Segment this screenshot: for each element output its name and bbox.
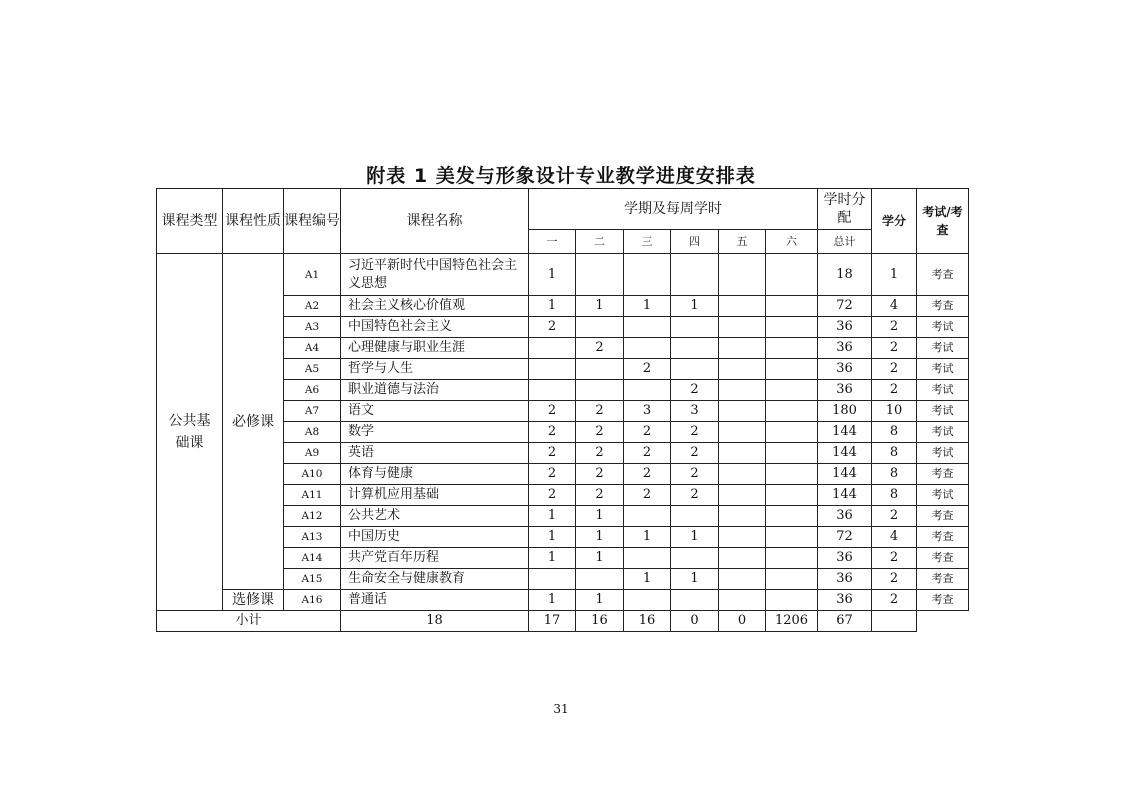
semester-hours bbox=[576, 317, 624, 338]
semester-hours: 2 bbox=[671, 422, 719, 443]
semester-hours: 2 bbox=[529, 401, 576, 422]
assessment: 考试 bbox=[917, 401, 969, 422]
total-hours: 36 bbox=[818, 590, 872, 611]
semester-hours bbox=[624, 548, 671, 569]
assessment: 考试 bbox=[917, 422, 969, 443]
total-hours: 36 bbox=[818, 548, 872, 569]
semester-hours: 2 bbox=[624, 485, 671, 506]
semester-hours bbox=[766, 422, 818, 443]
total-hours: 36 bbox=[818, 569, 872, 590]
semester-hours: 2 bbox=[576, 485, 624, 506]
course-code: A14 bbox=[284, 548, 341, 569]
schedule-table bbox=[156, 188, 969, 632]
semester-hours: 2 bbox=[529, 317, 576, 338]
course-name: 计算机应用基础 bbox=[341, 485, 529, 506]
subtotal-semester-hours: 0 bbox=[671, 611, 719, 632]
semester-hours bbox=[766, 506, 818, 527]
semester-hours: 2 bbox=[576, 443, 624, 464]
credits: 4 bbox=[872, 527, 917, 548]
semester-hours bbox=[576, 569, 624, 590]
semester-hours: 1 bbox=[576, 590, 624, 611]
semester-hours bbox=[766, 548, 818, 569]
course-name: 共产党百年历程 bbox=[341, 548, 529, 569]
semester-hours bbox=[671, 359, 719, 380]
credits: 2 bbox=[872, 548, 917, 569]
total-hours: 144 bbox=[818, 422, 872, 443]
semester-hours: 1 bbox=[529, 506, 576, 527]
header-semester-6: 六 bbox=[766, 230, 818, 254]
semester-hours: 1 bbox=[529, 527, 576, 548]
semester-hours: 3 bbox=[671, 401, 719, 422]
course-code: A1 bbox=[284, 254, 341, 296]
total-hours: 36 bbox=[818, 506, 872, 527]
course-code: A2 bbox=[284, 296, 341, 317]
semester-hours bbox=[766, 254, 818, 296]
credits: 4 bbox=[872, 296, 917, 317]
assessment: 考查 bbox=[917, 464, 969, 485]
course-code: A7 bbox=[284, 401, 341, 422]
total-hours: 36 bbox=[818, 338, 872, 359]
subtotal-credits: 67 bbox=[818, 611, 872, 632]
semester-hours bbox=[766, 338, 818, 359]
semester-hours bbox=[529, 359, 576, 380]
assessment: 考试 bbox=[917, 443, 969, 464]
semester-hours bbox=[719, 506, 766, 527]
semester-hours bbox=[576, 380, 624, 401]
header-semester-1: 一 bbox=[529, 230, 576, 254]
course-code: A9 bbox=[284, 443, 341, 464]
semester-hours bbox=[529, 569, 576, 590]
credits: 1 bbox=[872, 254, 917, 296]
subtotal-total: 1206 bbox=[766, 611, 818, 632]
total-hours: 36 bbox=[818, 317, 872, 338]
semester-hours bbox=[766, 590, 818, 611]
semester-hours: 2 bbox=[529, 422, 576, 443]
semester-hours bbox=[719, 443, 766, 464]
assessment: 考查 bbox=[917, 590, 969, 611]
semester-hours bbox=[766, 359, 818, 380]
header-semester-3: 三 bbox=[624, 230, 671, 254]
semester-hours bbox=[529, 380, 576, 401]
semester-hours bbox=[719, 527, 766, 548]
page-title: 附表 1 美发与形象设计专业教学进度安排表 bbox=[366, 165, 756, 187]
semester-hours bbox=[671, 548, 719, 569]
semester-hours bbox=[766, 296, 818, 317]
header-assessment: 考试/考查 bbox=[917, 189, 969, 254]
credits: 8 bbox=[872, 443, 917, 464]
course-name: 公共艺术 bbox=[341, 506, 529, 527]
credits: 2 bbox=[872, 317, 917, 338]
assessment: 考查 bbox=[917, 254, 969, 296]
course-code: A8 bbox=[284, 422, 341, 443]
course-nature-elective: 选修课 bbox=[223, 590, 284, 611]
semester-hours: 2 bbox=[671, 380, 719, 401]
subtotal-semester-hours: 16 bbox=[576, 611, 624, 632]
semester-hours: 2 bbox=[671, 464, 719, 485]
semester-hours bbox=[766, 401, 818, 422]
semester-hours: 1 bbox=[529, 296, 576, 317]
course-type-cell: 公共基础课 bbox=[157, 254, 223, 611]
semester-hours bbox=[529, 338, 576, 359]
assessment: 考查 bbox=[917, 548, 969, 569]
course-code: A10 bbox=[284, 464, 341, 485]
semester-hours: 2 bbox=[671, 443, 719, 464]
total-hours: 36 bbox=[818, 380, 872, 401]
table-row bbox=[157, 590, 969, 611]
course-name: 数学 bbox=[341, 422, 529, 443]
header-course-type: 课程类型 bbox=[157, 189, 223, 254]
semester-hours: 1 bbox=[671, 296, 719, 317]
header-course-code: 课程编号 bbox=[284, 189, 341, 254]
course-code: A12 bbox=[284, 506, 341, 527]
total-hours: 72 bbox=[818, 527, 872, 548]
semester-hours bbox=[719, 254, 766, 296]
semester-hours: 1 bbox=[576, 548, 624, 569]
credits: 2 bbox=[872, 569, 917, 590]
semester-hours bbox=[719, 569, 766, 590]
course-name: 中国特色社会主义 bbox=[341, 317, 529, 338]
header-semester-4: 四 bbox=[671, 230, 719, 254]
header-course-name: 课程名称 bbox=[341, 189, 529, 254]
semester-hours bbox=[671, 317, 719, 338]
semester-hours: 2 bbox=[576, 338, 624, 359]
semester-hours: 2 bbox=[529, 464, 576, 485]
semester-hours bbox=[671, 254, 719, 296]
semester-hours bbox=[624, 590, 671, 611]
semester-hours: 2 bbox=[576, 422, 624, 443]
semester-hours: 1 bbox=[624, 296, 671, 317]
assessment: 考试 bbox=[917, 485, 969, 506]
credits: 2 bbox=[872, 338, 917, 359]
assessment: 考查 bbox=[917, 569, 969, 590]
semester-hours: 1 bbox=[576, 506, 624, 527]
header-course-nature: 课程性质 bbox=[223, 189, 284, 254]
semester-hours bbox=[766, 485, 818, 506]
total-hours: 144 bbox=[818, 485, 872, 506]
header-credits: 学分 bbox=[872, 189, 917, 254]
credits: 2 bbox=[872, 590, 917, 611]
credits: 10 bbox=[872, 401, 917, 422]
semester-hours bbox=[671, 590, 719, 611]
course-code: A11 bbox=[284, 485, 341, 506]
header-semester-group: 学期及每周学时 bbox=[529, 189, 818, 230]
semester-hours bbox=[766, 527, 818, 548]
semester-hours bbox=[766, 317, 818, 338]
subtotal-row bbox=[157, 611, 969, 632]
semester-hours: 1 bbox=[529, 590, 576, 611]
semester-hours: 2 bbox=[529, 485, 576, 506]
assessment: 考试 bbox=[917, 317, 969, 338]
semester-hours bbox=[719, 485, 766, 506]
course-code: A13 bbox=[284, 527, 341, 548]
credits: 8 bbox=[872, 485, 917, 506]
semester-hours bbox=[719, 317, 766, 338]
semester-hours bbox=[624, 338, 671, 359]
total-hours: 180 bbox=[818, 401, 872, 422]
course-code: A4 bbox=[284, 338, 341, 359]
total-hours: 72 bbox=[818, 296, 872, 317]
semester-hours bbox=[719, 338, 766, 359]
credits: 2 bbox=[872, 359, 917, 380]
credits: 8 bbox=[872, 464, 917, 485]
semester-hours: 1 bbox=[671, 527, 719, 548]
total-hours: 144 bbox=[818, 443, 872, 464]
semester-hours: 1 bbox=[624, 527, 671, 548]
header-semester-2: 二 bbox=[576, 230, 624, 254]
semester-hours: 1 bbox=[576, 527, 624, 548]
course-code: A15 bbox=[284, 569, 341, 590]
semester-hours bbox=[624, 254, 671, 296]
subtotal-label: 小计 bbox=[157, 611, 341, 632]
total-hours: 144 bbox=[818, 464, 872, 485]
semester-hours: 1 bbox=[529, 254, 576, 296]
assessment: 考试 bbox=[917, 380, 969, 401]
total-hours: 36 bbox=[818, 359, 872, 380]
semester-hours bbox=[766, 464, 818, 485]
course-name: 职业道德与法治 bbox=[341, 380, 529, 401]
subtotal-semester-hours: 0 bbox=[719, 611, 766, 632]
credits: 2 bbox=[872, 380, 917, 401]
semester-hours: 2 bbox=[624, 464, 671, 485]
header-hours-total: 总计 bbox=[818, 230, 872, 254]
course-name: 心理健康与职业生涯 bbox=[341, 338, 529, 359]
subtotal-semester-hours: 16 bbox=[624, 611, 671, 632]
course-name: 习近平新时代中国特色社会主义思想 bbox=[341, 254, 529, 296]
table-row bbox=[157, 254, 969, 296]
course-name: 体育与健康 bbox=[341, 464, 529, 485]
semester-hours bbox=[624, 380, 671, 401]
course-name: 生命安全与健康教育 bbox=[341, 569, 529, 590]
semester-hours: 2 bbox=[624, 422, 671, 443]
page-number: 31 bbox=[553, 702, 569, 716]
total-hours: 18 bbox=[818, 254, 872, 296]
course-nature-required: 必修课 bbox=[223, 254, 284, 590]
semester-hours bbox=[766, 380, 818, 401]
subtotal-semester-hours: 18 bbox=[341, 611, 529, 632]
credits: 8 bbox=[872, 422, 917, 443]
assessment: 考查 bbox=[917, 527, 969, 548]
semester-hours: 2 bbox=[624, 359, 671, 380]
course-name: 哲学与人生 bbox=[341, 359, 529, 380]
semester-hours bbox=[719, 464, 766, 485]
semester-hours: 3 bbox=[624, 401, 671, 422]
semester-hours: 2 bbox=[529, 443, 576, 464]
course-name: 社会主义核心价值观 bbox=[341, 296, 529, 317]
semester-hours bbox=[719, 422, 766, 443]
semester-hours bbox=[576, 359, 624, 380]
credits: 2 bbox=[872, 506, 917, 527]
semester-hours bbox=[719, 359, 766, 380]
semester-hours: 1 bbox=[624, 569, 671, 590]
course-code: A3 bbox=[284, 317, 341, 338]
course-code: A16 bbox=[284, 590, 341, 611]
semester-hours: 2 bbox=[576, 464, 624, 485]
course-code: A6 bbox=[284, 380, 341, 401]
semester-hours bbox=[719, 590, 766, 611]
assessment: 考试 bbox=[917, 338, 969, 359]
semester-hours bbox=[719, 548, 766, 569]
semester-hours bbox=[719, 296, 766, 317]
semester-hours bbox=[766, 443, 818, 464]
semester-hours bbox=[671, 338, 719, 359]
semester-hours bbox=[624, 506, 671, 527]
semester-hours bbox=[576, 254, 624, 296]
semester-hours bbox=[766, 569, 818, 590]
semester-hours bbox=[671, 506, 719, 527]
semester-hours bbox=[719, 401, 766, 422]
semester-hours: 2 bbox=[624, 443, 671, 464]
assessment: 考查 bbox=[917, 296, 969, 317]
semester-hours bbox=[719, 380, 766, 401]
semester-hours: 2 bbox=[671, 485, 719, 506]
assessment: 考查 bbox=[917, 506, 969, 527]
course-code: A5 bbox=[284, 359, 341, 380]
semester-hours: 1 bbox=[576, 296, 624, 317]
semester-hours: 1 bbox=[671, 569, 719, 590]
semester-hours: 1 bbox=[529, 548, 576, 569]
semester-hours bbox=[624, 317, 671, 338]
course-name: 普通话 bbox=[341, 590, 529, 611]
course-name: 语文 bbox=[341, 401, 529, 422]
course-name: 英语 bbox=[341, 443, 529, 464]
header-semester-5: 五 bbox=[719, 230, 766, 254]
semester-hours: 2 bbox=[576, 401, 624, 422]
subtotal-assessment bbox=[872, 611, 917, 632]
course-name: 中国历史 bbox=[341, 527, 529, 548]
assessment: 考试 bbox=[917, 359, 969, 380]
header-hours: 学时分配 bbox=[818, 189, 872, 230]
subtotal-semester-hours: 17 bbox=[529, 611, 576, 632]
